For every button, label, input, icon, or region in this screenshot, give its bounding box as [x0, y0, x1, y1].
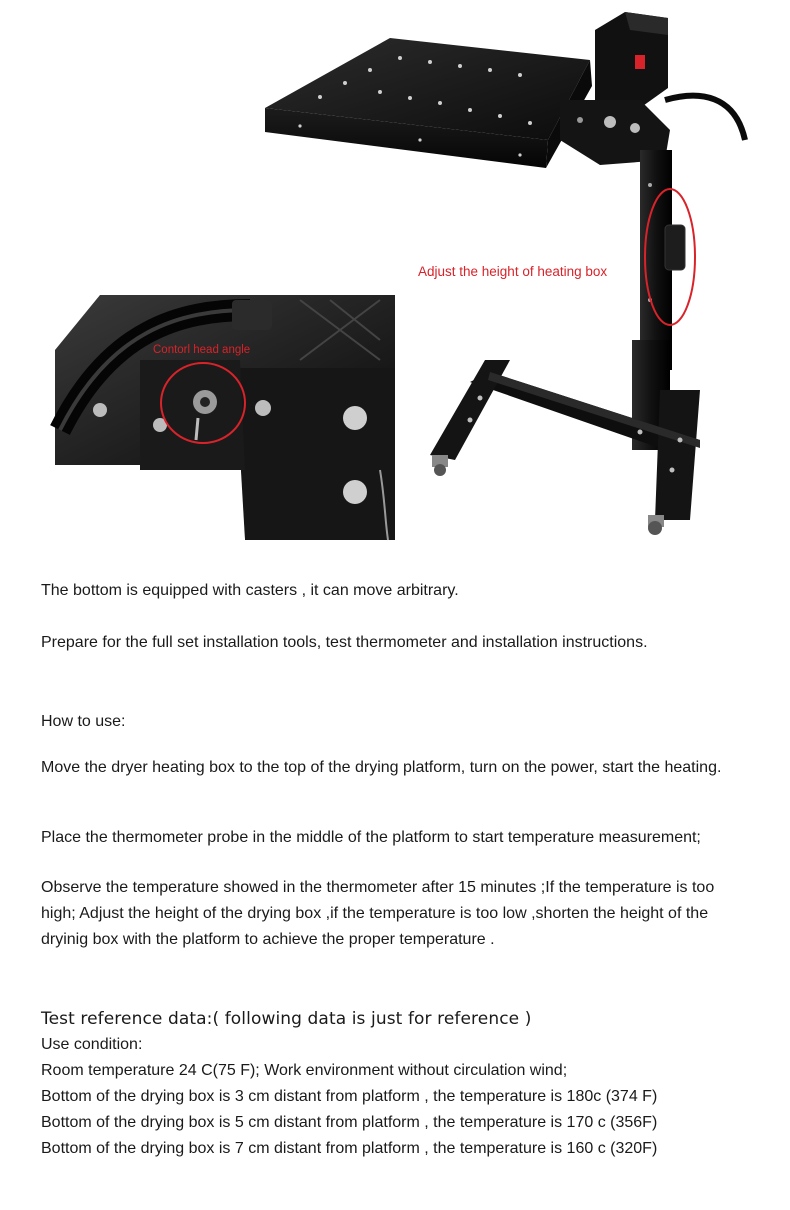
tools-text: Prepare for the full set installation tools, test thermometer and installation instructions. — [41, 634, 648, 651]
reference-row-7cm: Bottom of the drying box is 7 cm distant from platform , the temperature is 160 c (320F) — [41, 1140, 658, 1157]
flash-dryer-illustration — [0, 0, 790, 560]
casters-text: The bottom is equipped with casters , it can move arbitrary. — [41, 582, 459, 599]
step3-paragraph — [41, 875, 751, 953]
tools-paragraph — [41, 630, 761, 656]
height-callout-label: Adjust the height of heating box — [418, 264, 608, 279]
reference-title: Test reference data:( following data is just for reference ) — [41, 1009, 532, 1029]
caster-wheel-icon — [432, 455, 664, 535]
inset-photo — [55, 295, 395, 540]
casters-paragraph — [41, 578, 761, 604]
room-condition-text: Room temperature 24 C(75 F); Work environment without circulation wind; — [41, 1062, 568, 1079]
angle-callout-label: Contorl head angle — [153, 344, 251, 356]
step2-paragraph — [41, 825, 761, 851]
heating-box — [265, 38, 592, 168]
step1-paragraph — [41, 755, 741, 781]
product-figure — [0, 0, 790, 560]
step3-text: Observe the temperature showed in the thermometer after 15 minutes ;If the temperature is too high; Adjust the height of the drying box ,if the temperature is too low ,shorten the height of the dryinig box with the platform to achieve the proper temperature . — [41, 879, 715, 948]
how-to-use-text: How to use: — [41, 713, 126, 730]
power-switch-icon — [635, 55, 645, 69]
power-cord — [665, 96, 745, 140]
reference-section — [41, 1006, 771, 1162]
use-condition-label: Use condition: — [41, 1036, 143, 1053]
step1-text: Move the dryer heating box to the top of the drying platform, turn on the power, start the heating. — [41, 759, 722, 776]
step2-text: Place the thermometer probe in the middle of the platform to start temperature measurement; — [41, 829, 701, 846]
how-to-use-heading — [41, 709, 761, 735]
reference-row-3cm: Bottom of the drying box is 3 cm distant from platform , the temperature is 180c (374 F) — [41, 1088, 658, 1105]
reference-row-5cm: Bottom of the drying box is 5 cm distant from platform , the temperature is 170 c (356F) — [41, 1114, 658, 1131]
